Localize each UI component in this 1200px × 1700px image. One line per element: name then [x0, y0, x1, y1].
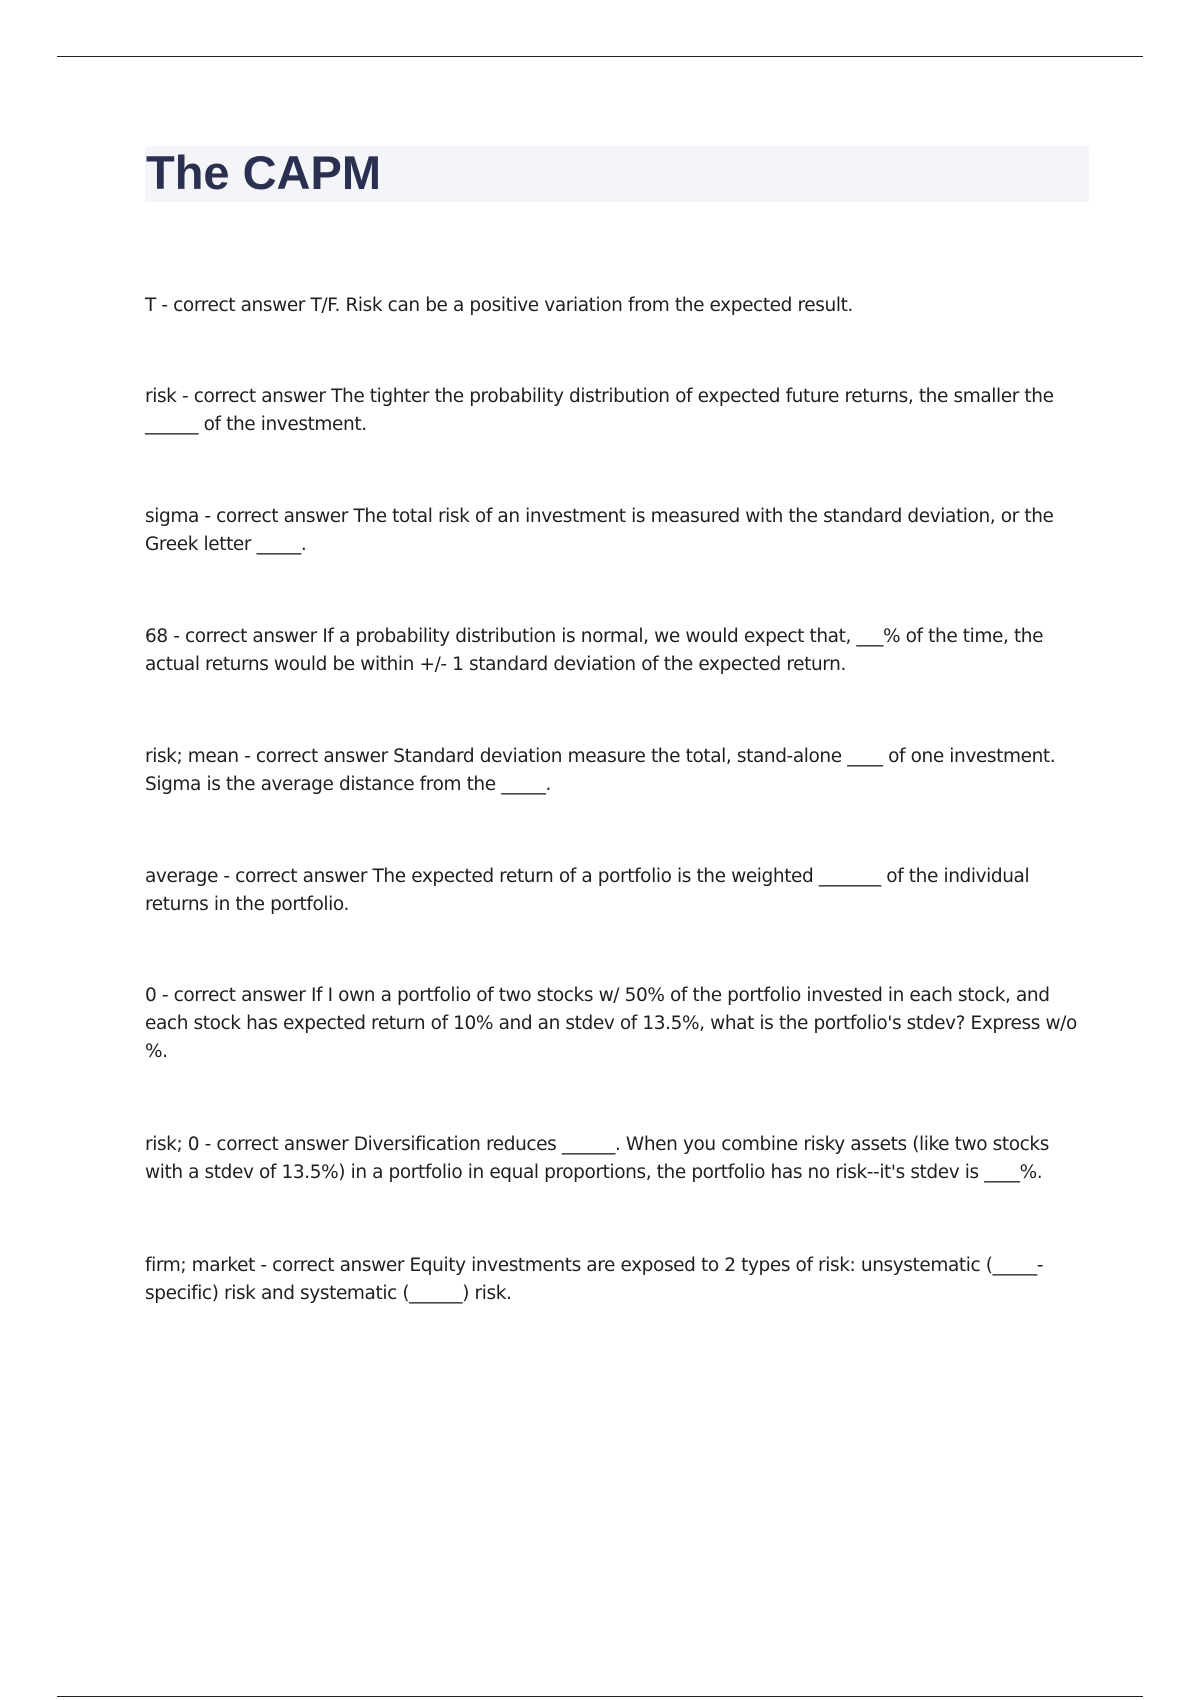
qa-entry-8: risk; 0 - correct answer Diversification reduces ______. When you combine risky assets (like two stocks with a stdev of 13.5%) in a portfolio in equal proportions, the portfolio has no risk--it's stdev is ____%. [145, 1134, 1049, 1183]
qa-entry-4: 68 - correct answer If a probability distribution is normal, we would expect that, ___% of the time, the actual returns would be within +/- 1 standard deviation of the expected return. [145, 626, 1044, 675]
qa-entry-2: risk - correct answer The tighter the probability distribution of expected future returns, the smaller the ______ of the investment. [145, 386, 1054, 435]
qa-entry-1: T - correct answer T/F. Risk can be a positive variation from the expected result. [145, 295, 853, 316]
qa-entry-7: 0 - correct answer If I own a portfolio of two stocks w/ 50% of the portfolio invested in each stock, and each stock has expected return of 10% and an stdev of 13.5%, what is the portfolio's stdev? Express w/o %. [145, 985, 1077, 1062]
page-title: The CAPM [146, 146, 381, 199]
qa-entry-9: firm; market - correct answer Equity investments are exposed to 2 types of risk: unsystematic (_____-specific) risk and systematic (______) risk. [145, 1255, 1044, 1304]
qa-entry-3: sigma - correct answer The total risk of an investment is measured with the standard deviation, or the Greek letter _____. [145, 506, 1054, 555]
qa-entry-6: average - correct answer The expected return of a portfolio is the weighted _______ of the individual returns in the portfolio. [145, 866, 1030, 915]
header-rule [57, 56, 1143, 57]
qa-entry-5: risk; mean - correct answer Standard deviation measure the total, stand-alone ____ of one investment. Sigma is the average distance from the _____. [145, 746, 1056, 795]
footer-rule [57, 1696, 1143, 1697]
